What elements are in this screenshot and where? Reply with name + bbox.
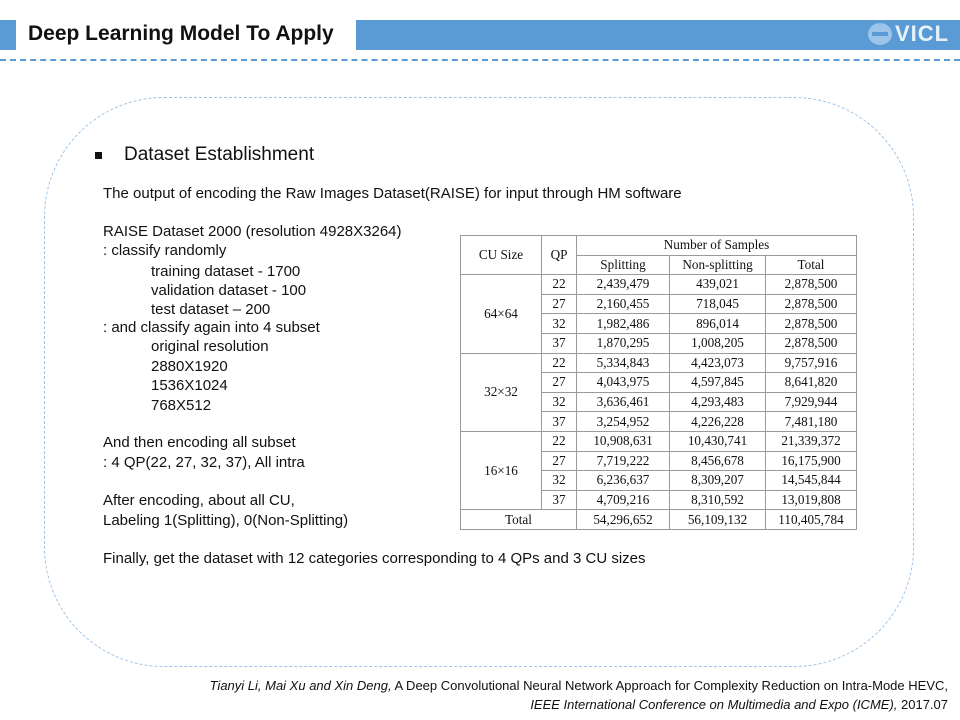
text-line: 1536X1024 <box>151 377 228 394</box>
non-splitting-cell: 10,430,741 <box>670 431 766 451</box>
qp-cell: 37 <box>542 412 577 432</box>
non-splitting-cell: 4,423,073 <box>670 353 766 373</box>
non-splitting-cell: 4,597,845 <box>670 373 766 393</box>
splitting-cell: 6,236,637 <box>577 471 670 491</box>
total-row-splitting: 54,296,652 <box>577 510 670 530</box>
total-cell: 14,545,844 <box>766 471 857 491</box>
table-row <box>461 275 857 295</box>
slide-title: Deep Learning Model To Apply <box>16 18 356 50</box>
splitting-cell: 1,870,295 <box>577 333 670 353</box>
qp-cell: 27 <box>542 294 577 314</box>
total-cell: 8,641,820 <box>766 373 857 393</box>
total-cell: 9,757,916 <box>766 353 857 373</box>
text-line: Labeling 1(Splitting), 0(Non-Splitting) <box>103 512 349 529</box>
non-splitting-cell: 8,456,678 <box>670 451 766 471</box>
total-cell: 21,339,372 <box>766 431 857 451</box>
non-splitting-cell: 1,008,205 <box>670 333 766 353</box>
vicl-logo <box>868 20 949 48</box>
cu-size-cell: 64×64 <box>461 275 542 353</box>
qp-cell: 32 <box>542 471 577 491</box>
qp-cell: 37 <box>542 333 577 353</box>
bullet-icon <box>95 152 102 159</box>
text-line: : classify randomly <box>103 242 227 259</box>
non-splitting-cell: 718,045 <box>670 294 766 314</box>
total-row-non-splitting: 56,109,132 <box>670 510 766 530</box>
non-splitting-cell: 8,309,207 <box>670 471 766 491</box>
text-line: 768X512 <box>151 397 212 414</box>
qp-cell: 22 <box>542 275 577 295</box>
splitting-cell: 3,636,461 <box>577 392 670 412</box>
text-line: 2880X1920 <box>151 358 228 375</box>
section-heading <box>95 144 314 166</box>
citation-authors: Tianyi Li, Mai Xu and Xin Deng, <box>209 678 392 693</box>
total-row-total: 110,405,784 <box>766 510 857 530</box>
vicl-logo-icon <box>868 23 892 45</box>
section-heading-text: Dataset Establishment <box>124 144 315 165</box>
qp-cell: 27 <box>542 451 577 471</box>
non-splitting-cell: 4,293,483 <box>670 392 766 412</box>
non-splitting-cell: 8,310,592 <box>670 490 766 510</box>
text-line: And then encoding all subset <box>103 434 296 451</box>
text-line: validation dataset - 100 <box>151 282 307 299</box>
text-line: : and classify again into 4 subset <box>103 319 320 336</box>
vicl-logo-text: VICL <box>895 21 950 46</box>
intro-text: The output of encoding the Raw Images Dataset(RAISE) for input through HM software <box>103 185 682 202</box>
total-row-label: Total <box>461 510 577 530</box>
citation-year: 2017.07 <box>897 697 948 712</box>
table-header-non-splitting: Non-splitting <box>670 255 766 275</box>
qp-cell: 27 <box>542 373 577 393</box>
text-line: After encoding, about all CU, <box>103 492 295 509</box>
header-divider <box>0 59 960 61</box>
table-header-total: Total <box>766 255 857 275</box>
cu-size-cell: 32×32 <box>461 353 542 431</box>
table-header-cu-size: CU Size <box>461 236 542 275</box>
citation-line-1 <box>210 676 948 695</box>
text-line: original resolution <box>151 338 269 355</box>
citation-line-2 <box>210 695 948 714</box>
splitting-cell: 1,982,486 <box>577 314 670 334</box>
samples-table <box>460 235 857 530</box>
splitting-cell: 2,160,455 <box>577 294 670 314</box>
text-line: Finally, get the dataset with 12 categories corresponding to 4 QPs and 3 CU sizes <box>103 550 646 567</box>
qp-cell: 22 <box>542 431 577 451</box>
citation-paper: A Deep Convolutional Neural Network Approach for Complexity Reduction on Intra-Mode HEVC, <box>391 678 948 693</box>
splitting-cell: 4,043,975 <box>577 373 670 393</box>
total-cell: 2,878,500 <box>766 333 857 353</box>
total-cell: 2,878,500 <box>766 314 857 334</box>
text-line: RAISE Dataset 2000 (resolution 4928X3264) <box>103 223 402 240</box>
qp-cell: 37 <box>542 490 577 510</box>
qp-cell: 22 <box>542 353 577 373</box>
total-cell: 2,878,500 <box>766 294 857 314</box>
splitting-cell: 2,439,479 <box>577 275 670 295</box>
text-line: training dataset - 1700 <box>151 263 301 280</box>
text-line: : 4 QP(22, 27, 32, 37), All intra <box>103 454 305 471</box>
non-splitting-cell: 896,014 <box>670 314 766 334</box>
non-splitting-cell: 439,021 <box>670 275 766 295</box>
qp-cell: 32 <box>542 314 577 334</box>
splitting-cell: 4,709,216 <box>577 490 670 510</box>
cu-size-cell: 16×16 <box>461 431 542 509</box>
splitting-cell: 10,908,631 <box>577 431 670 451</box>
text-line: test dataset – 200 <box>151 301 271 318</box>
splitting-cell: 3,254,952 <box>577 412 670 432</box>
citation-venue: IEEE International Conference on Multimedia and Expo (ICME), <box>530 697 898 712</box>
table-row <box>461 353 857 373</box>
table-row <box>461 431 857 451</box>
table-header-splitting: Splitting <box>577 255 670 275</box>
splitting-cell: 7,719,222 <box>577 451 670 471</box>
splitting-cell: 5,334,843 <box>577 353 670 373</box>
table-header-qp: QP <box>542 236 577 275</box>
total-cell: 7,929,944 <box>766 392 857 412</box>
total-cell: 13,019,808 <box>766 490 857 510</box>
total-cell: 16,175,900 <box>766 451 857 471</box>
citation <box>210 676 948 714</box>
total-cell: 7,481,180 <box>766 412 857 432</box>
table-header-group: Number of Samples <box>577 236 857 256</box>
non-splitting-cell: 4,226,228 <box>670 412 766 432</box>
qp-cell: 32 <box>542 392 577 412</box>
total-cell: 2,878,500 <box>766 275 857 295</box>
